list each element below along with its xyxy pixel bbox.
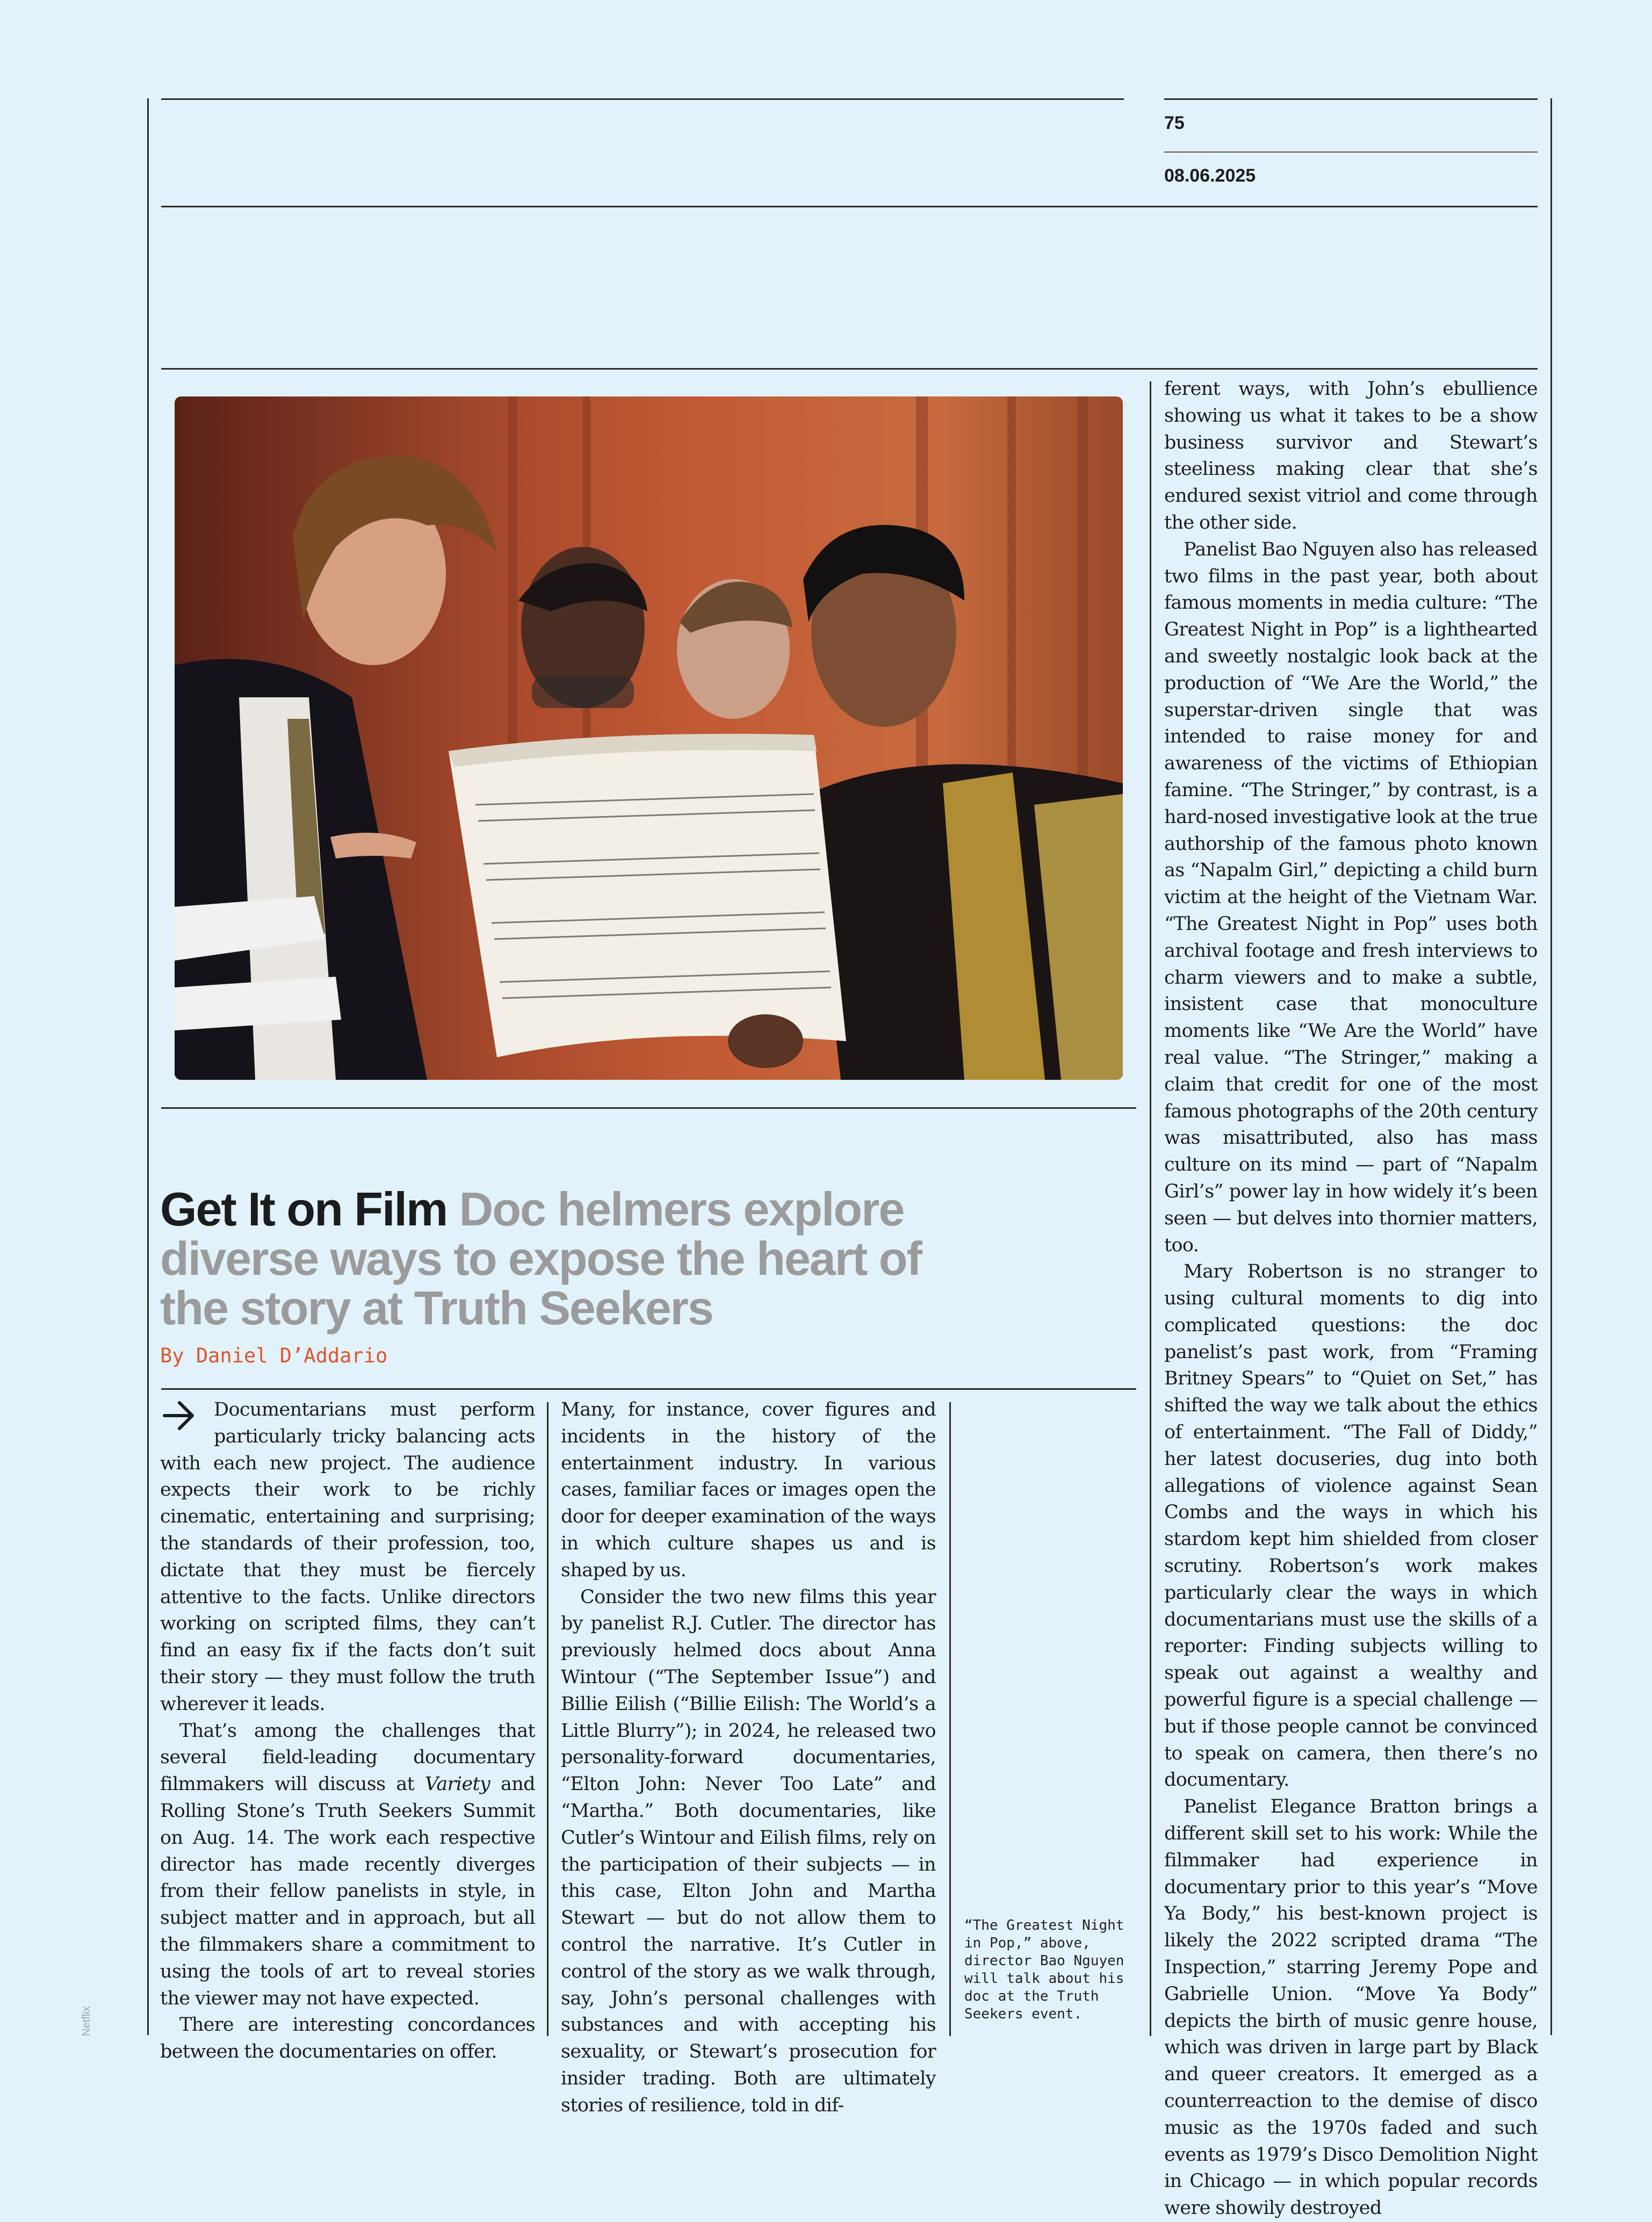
- paragraph: There are interesting concordances between the documentaries on offer.: [160, 2014, 535, 2063]
- photo-caption: “The Greatest Night in Pop,” above, director Bao Nguyen will talk about his doc at the Truth Seekers event.: [964, 1917, 1124, 2022]
- paragraph: Panelist Bao Nguyen also has released two films in the past year, both about famous moments in media culture: “The Greatest Night in Pop” is a lighthearted and sweetly nostalgic look back at the production of “We Are the World,” the superstar-driven single that was intended to raise money for and awareness of the victims of Ethiopian famine. “The Stringer,” by contrast, is a hard-nosed investigative look at the true authorship of the famous photo known as “Napalm Girl,” depicting a child burn victim at the height of the Vietnam War. “The Greatest Night in Pop” uses both archival footage and fresh interviews to charm viewers and to make a subtle, insistent case that monoculture moments like “We Are the World” have real value. “The Stringer,” making a claim that credit for one of the most famous photographs of the 20th century was misattributed, also has mass culture on its mind — part of “Napalm Girl’s” power lay in how widely it’s been seen — but delves into thornier matters, too.: [1164, 538, 1538, 1256]
- paragraph: Documentarians must perform particularly tricky balancing acts with each new project. The audience expects their work to be richly cinematic, entertaining and surprising; the standards of their profession, too, dictate that they must be fiercely attentive to the facts. Unlike directors working on scripted films, they can’t find an easy fix if the facts don’t suit their story — they must follow the truth wherever it leads.: [160, 1397, 535, 1718]
- article-photo: [175, 396, 1123, 1080]
- paragraph: Mary Robertson is no stranger to using cultural moments to dig into complicated questions: the doc panelist’s past work, from “Framing Britney Spears” to “Quiet on Set,” has shifted the way we talk about the ethics of entertainment. “The Fall of Diddy,” her latest docuseries, dug into both allegations of violence against Sean Combs and the ways in which his stardom kept him shielded from closer scrutiny. Robertson’s work makes particularly clear the ways in which documentarians must use the skills of a reporter: Finding subjects willing to speak out against a wealthy and powerful figure is a special challenge — but if those people cannot be convinced to speak on camera, then there’s no documentary.: [1164, 1261, 1538, 1791]
- paragraph: That’s among the challenges that several field-leading documentary filmmakers will discuss at Variety and Rolling Stone’s Truth Seekers Summit on Aug. 14. The work each respective director has made recently diverges from their fellow panelists in style, in subject matter and in approach, but all the filmmakers share a commitment to using the tools of art to reveal stories the viewer may not have expected.: [160, 1720, 535, 2009]
- paragraph: Panelist Elegance Bratton brings a different skill set to his work: While the filmmaker had experience in documentary prior to this year’s “Move Ya Body,” his best-known project is likely the 2022 scripted drama “The Inspection,” starring Jeremy Pope and Gabrielle Union. “Move Ya Body” depicts the birth of music genre house, which was driven in large part by Black and queer creators. It emerged as a counterreaction to the demise of disco music as the 1970s faded and such events as 1979’s Disco Demolition Night in Chicago — in which popular records were showily destroyed: [1164, 1796, 1538, 2219]
- headline-bottom-rule: [161, 1388, 1136, 1390]
- photo-bottom-rule: [161, 1107, 1136, 1109]
- top-rule-right: [1164, 98, 1538, 100]
- photo-credit: Netflix: [81, 2006, 92, 2036]
- article-column-3: [1164, 376, 1538, 2222]
- column-divider-2: [949, 1402, 951, 2036]
- left-border-rule: [147, 98, 149, 2035]
- column-divider-1: [547, 1402, 549, 2036]
- header-bottom-rule: [161, 206, 1538, 207]
- right-arrow-icon: [160, 1397, 199, 1434]
- page-number: 75: [1164, 113, 1185, 133]
- top-rule-left: [161, 98, 1124, 100]
- content-top-rule: [161, 368, 1538, 370]
- paragraph: Consider the two new films this year by panelist R.J. Cutler. The director has previously helmed docs about Anna Wintour (“The September Issue”) and Billie Eilish (“Billie Eilish: The World’s a Little Blurry”); in 2024, he released two personality-forward documentaries, “Elton John: Never Too Late” and “Martha.” Both documentaries, like Cutler’s Wintour and Eilish films, rely on the participation of their subjects — in this case, Elton John and Martha Stewart — but do not allow them to control the narrative. It’s Cutler in control of the story as we walk through, say, John’s personal challenges with substances and with accepting his sexuality, or Stewart’s prosecution for insider trading. Both are ultimately stories of resilience, told in dif-: [561, 1586, 936, 2116]
- article-column-2: [561, 1397, 936, 2119]
- paragraph: Many, for instance, cover figures and incidents in the history of the entertainment industry. In various cases, familiar faces or images open the door for deeper examination of the ways in which culture shapes us and is shaped by us.: [561, 1399, 936, 1581]
- folio-divider: [1164, 152, 1538, 153]
- issue-date: 08.06.2025: [1164, 165, 1256, 186]
- headline-kicker: Get It on Film: [160, 1182, 448, 1236]
- article-column-1: [160, 1397, 535, 2066]
- column-divider-3: [1150, 381, 1151, 2036]
- byline: By Daniel D’Addario: [160, 1344, 388, 1367]
- right-border-rule: [1550, 98, 1552, 2035]
- paragraph: ferent ways, with John’s ebullience showing us what it takes to be a show business survivor and Stewart’s steeliness making clear that she’s endured sexist vitriol and come through the other side.: [1164, 378, 1538, 533]
- headline-dek: Doc helmers explore diverse ways to expose the heart of the story at Truth Seekers: [160, 1182, 921, 1334]
- article-headline: [160, 1182, 998, 1334]
